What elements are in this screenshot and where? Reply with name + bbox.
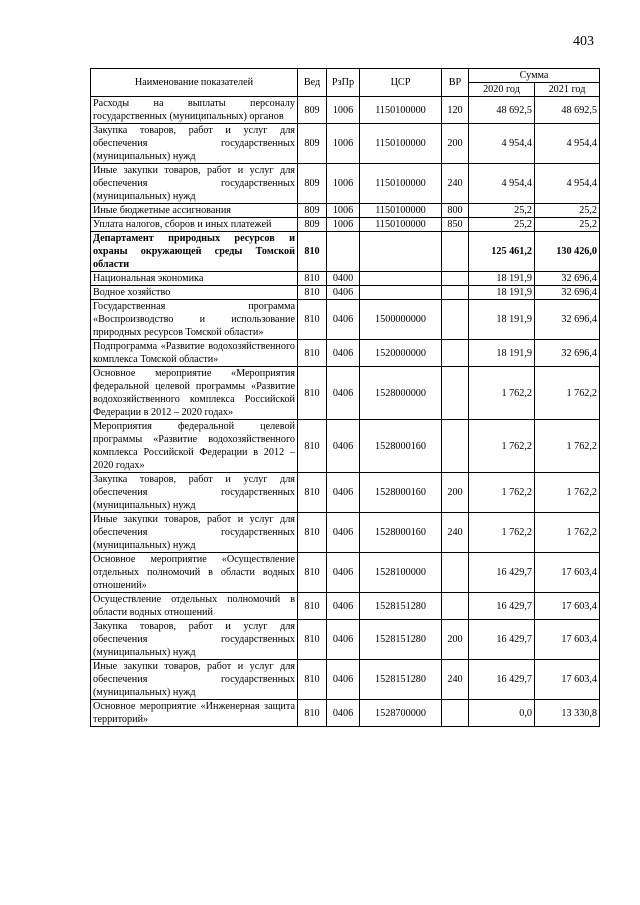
cell-csr: 1528151280 <box>360 620 442 660</box>
cell-ved: 810 <box>298 367 327 420</box>
cell-rzpr: 0406 <box>327 620 360 660</box>
cell-vr <box>442 367 469 420</box>
cell-ved: 810 <box>298 553 327 593</box>
cell-sum-2020: 25,2 <box>469 204 535 218</box>
cell-name: Государственная программа «Воспроизводство и использование природных ресурсов Томской области» <box>91 300 298 340</box>
cell-sum-2020: 16 429,7 <box>469 553 535 593</box>
header-vr: ВР <box>442 69 469 97</box>
table-body <box>91 97 600 727</box>
table-row <box>91 124 600 164</box>
table-row <box>91 660 600 700</box>
cell-name: Иные бюджетные ассигнования <box>91 204 298 218</box>
table-row <box>91 272 600 286</box>
cell-rzpr: 0406 <box>327 286 360 300</box>
cell-vr <box>442 272 469 286</box>
table-row <box>91 97 600 124</box>
header-year-2021: 2021 год <box>535 83 600 97</box>
cell-csr: 1520000000 <box>360 340 442 367</box>
header-year-2020: 2020 год <box>469 83 535 97</box>
cell-csr: 1528151280 <box>360 593 442 620</box>
cell-name: Расходы на выплаты персоналу государственных (муниципальных) органов <box>91 97 298 124</box>
cell-rzpr: 1006 <box>327 97 360 124</box>
cell-vr: 200 <box>442 124 469 164</box>
cell-sum-2020: 18 191,9 <box>469 300 535 340</box>
cell-rzpr: 0406 <box>327 593 360 620</box>
cell-sum-2021: 25,2 <box>535 204 600 218</box>
cell-vr <box>442 232 469 272</box>
cell-ved: 810 <box>298 286 327 300</box>
cell-sum-2020: 0,0 <box>469 700 535 727</box>
cell-name: Иные закупки товаров, работ и услуг для обеспечения государственных (муниципальных) нужд <box>91 513 298 553</box>
cell-sum-2021: 17 603,4 <box>535 660 600 700</box>
cell-rzpr: 0406 <box>327 513 360 553</box>
cell-rzpr: 0400 <box>327 272 360 286</box>
cell-csr: 1528000160 <box>360 473 442 513</box>
cell-sum-2020: 48 692,5 <box>469 97 535 124</box>
cell-name: Осуществление отдельных полномочий в области водных отношений <box>91 593 298 620</box>
cell-rzpr: 1006 <box>327 164 360 204</box>
cell-vr: 240 <box>442 513 469 553</box>
cell-ved: 809 <box>298 124 327 164</box>
cell-sum-2021: 17 603,4 <box>535 620 600 660</box>
cell-sum-2021: 4 954,4 <box>535 164 600 204</box>
cell-sum-2020: 1 762,2 <box>469 420 535 473</box>
table-row <box>91 553 600 593</box>
cell-vr: 240 <box>442 164 469 204</box>
cell-rzpr: 0406 <box>327 700 360 727</box>
cell-ved: 810 <box>298 420 327 473</box>
cell-ved: 810 <box>298 593 327 620</box>
cell-vr: 850 <box>442 218 469 232</box>
cell-name: Основное мероприятие «Осуществление отдельных полномочий в области водных отношений» <box>91 553 298 593</box>
cell-vr: 240 <box>442 660 469 700</box>
cell-sum-2020: 18 191,9 <box>469 340 535 367</box>
cell-name: Подпрограмма «Развитие водохозяйственного комплекса Томской области» <box>91 340 298 367</box>
cell-name: Департамент природных ресурсов и охраны окружающей среды Томской области <box>91 232 298 272</box>
cell-sum-2021: 1 762,2 <box>535 513 600 553</box>
cell-csr: 1150100000 <box>360 164 442 204</box>
table-row <box>91 473 600 513</box>
cell-name: Национальная экономика <box>91 272 298 286</box>
cell-csr <box>360 232 442 272</box>
cell-vr: 120 <box>442 97 469 124</box>
cell-rzpr: 0406 <box>327 340 360 367</box>
cell-name: Закупка товаров, работ и услуг для обеспечения государственных (муниципальных) нужд <box>91 473 298 513</box>
cell-vr <box>442 420 469 473</box>
cell-ved: 809 <box>298 218 327 232</box>
cell-vr <box>442 340 469 367</box>
cell-sum-2020: 25,2 <box>469 218 535 232</box>
cell-name: Иные закупки товаров, работ и услуг для обеспечения государственных (муниципальных) нужд <box>91 660 298 700</box>
cell-sum-2021: 32 696,4 <box>535 340 600 367</box>
cell-csr: 1150100000 <box>360 204 442 218</box>
table-row <box>91 620 600 660</box>
cell-sum-2020: 16 429,7 <box>469 620 535 660</box>
cell-vr <box>442 300 469 340</box>
cell-rzpr <box>327 232 360 272</box>
cell-sum-2021: 1 762,2 <box>535 473 600 513</box>
cell-name: Мероприятия федеральной целевой программы «Развитие водохозяйственного комплекса Российской Федерации в 2012 – 2020 годах» <box>91 420 298 473</box>
page-number: 403 <box>573 34 594 49</box>
cell-name: Основное мероприятие «Мероприятия федеральной целевой программы «Развитие водохозяйственного комплекса Российской Федерации в 2012 – 2020 годах» <box>91 367 298 420</box>
cell-ved: 810 <box>298 340 327 367</box>
cell-sum-2020: 1 762,2 <box>469 367 535 420</box>
cell-rzpr: 1006 <box>327 218 360 232</box>
cell-sum-2021: 1 762,2 <box>535 367 600 420</box>
table-row <box>91 164 600 204</box>
cell-vr <box>442 553 469 593</box>
cell-name: Уплата налогов, сборов и иных платежей <box>91 218 298 232</box>
cell-sum-2020: 18 191,9 <box>469 272 535 286</box>
cell-sum-2021: 32 696,4 <box>535 272 600 286</box>
cell-ved: 810 <box>298 300 327 340</box>
table-row <box>91 232 600 272</box>
table-row <box>91 300 600 340</box>
cell-rzpr: 0406 <box>327 420 360 473</box>
table-row <box>91 700 600 727</box>
cell-rzpr: 0406 <box>327 300 360 340</box>
table-row <box>91 340 600 367</box>
table-header <box>91 69 600 97</box>
cell-csr: 1528151280 <box>360 660 442 700</box>
cell-vr <box>442 286 469 300</box>
cell-vr: 200 <box>442 620 469 660</box>
cell-sum-2021: 130 426,0 <box>535 232 600 272</box>
cell-rzpr: 1006 <box>327 124 360 164</box>
cell-sum-2021: 1 762,2 <box>535 420 600 473</box>
cell-sum-2021: 48 692,5 <box>535 97 600 124</box>
cell-sum-2020: 4 954,4 <box>469 164 535 204</box>
cell-sum-2021: 13 330,8 <box>535 700 600 727</box>
cell-ved: 809 <box>298 204 327 218</box>
table-row <box>91 367 600 420</box>
cell-ved: 810 <box>298 513 327 553</box>
cell-sum-2020: 1 762,2 <box>469 473 535 513</box>
cell-ved: 810 <box>298 272 327 286</box>
cell-csr <box>360 272 442 286</box>
cell-vr <box>442 593 469 620</box>
cell-sum-2020: 16 429,7 <box>469 593 535 620</box>
table-row <box>91 593 600 620</box>
cell-sum-2020: 1 762,2 <box>469 513 535 553</box>
cell-rzpr: 1006 <box>327 204 360 218</box>
cell-sum-2020: 18 191,9 <box>469 286 535 300</box>
cell-rzpr: 0406 <box>327 473 360 513</box>
cell-sum-2021: 25,2 <box>535 218 600 232</box>
header-csr: ЦСР <box>360 69 442 97</box>
cell-csr: 1528100000 <box>360 553 442 593</box>
cell-vr: 200 <box>442 473 469 513</box>
header-rzpr: РзПр <box>327 69 360 97</box>
table-row <box>91 218 600 232</box>
table-row <box>91 204 600 218</box>
cell-ved: 810 <box>298 700 327 727</box>
table-row <box>91 420 600 473</box>
cell-csr <box>360 286 442 300</box>
cell-csr: 1528000160 <box>360 420 442 473</box>
cell-csr: 1150100000 <box>360 124 442 164</box>
cell-name: Закупка товаров, работ и услуг для обеспечения государственных (муниципальных) нужд <box>91 620 298 660</box>
table-row <box>91 286 600 300</box>
cell-ved: 810 <box>298 232 327 272</box>
cell-name: Закупка товаров, работ и услуг для обеспечения государственных (муниципальных) нужд <box>91 124 298 164</box>
cell-sum-2020: 125 461,2 <box>469 232 535 272</box>
cell-ved: 810 <box>298 620 327 660</box>
cell-csr: 1528000000 <box>360 367 442 420</box>
cell-sum-2021: 32 696,4 <box>535 286 600 300</box>
cell-ved: 809 <box>298 164 327 204</box>
cell-csr: 1500000000 <box>360 300 442 340</box>
cell-rzpr: 0406 <box>327 553 360 593</box>
cell-name: Иные закупки товаров, работ и услуг для обеспечения государственных (муниципальных) нужд <box>91 164 298 204</box>
cell-ved: 809 <box>298 97 327 124</box>
cell-rzpr: 0406 <box>327 660 360 700</box>
cell-sum-2021: 17 603,4 <box>535 593 600 620</box>
cell-rzpr: 0406 <box>327 367 360 420</box>
cell-ved: 810 <box>298 473 327 513</box>
cell-csr: 1150100000 <box>360 97 442 124</box>
cell-csr: 1528000160 <box>360 513 442 553</box>
cell-name: Основное мероприятие «Инженерная защита территорий» <box>91 700 298 727</box>
cell-sum-2020: 4 954,4 <box>469 124 535 164</box>
budget-table <box>90 68 600 727</box>
cell-sum-2020: 16 429,7 <box>469 660 535 700</box>
cell-vr: 800 <box>442 204 469 218</box>
cell-vr <box>442 700 469 727</box>
cell-name: Водное хозяйство <box>91 286 298 300</box>
table-row <box>91 513 600 553</box>
cell-csr: 1150100000 <box>360 218 442 232</box>
cell-sum-2021: 4 954,4 <box>535 124 600 164</box>
header-name: Наименование показателей <box>91 69 298 97</box>
header-ved: Вед <box>298 69 327 97</box>
header-sum: Сумма <box>469 69 600 83</box>
cell-csr: 1528700000 <box>360 700 442 727</box>
cell-sum-2021: 32 696,4 <box>535 300 600 340</box>
cell-ved: 810 <box>298 660 327 700</box>
cell-sum-2021: 17 603,4 <box>535 553 600 593</box>
